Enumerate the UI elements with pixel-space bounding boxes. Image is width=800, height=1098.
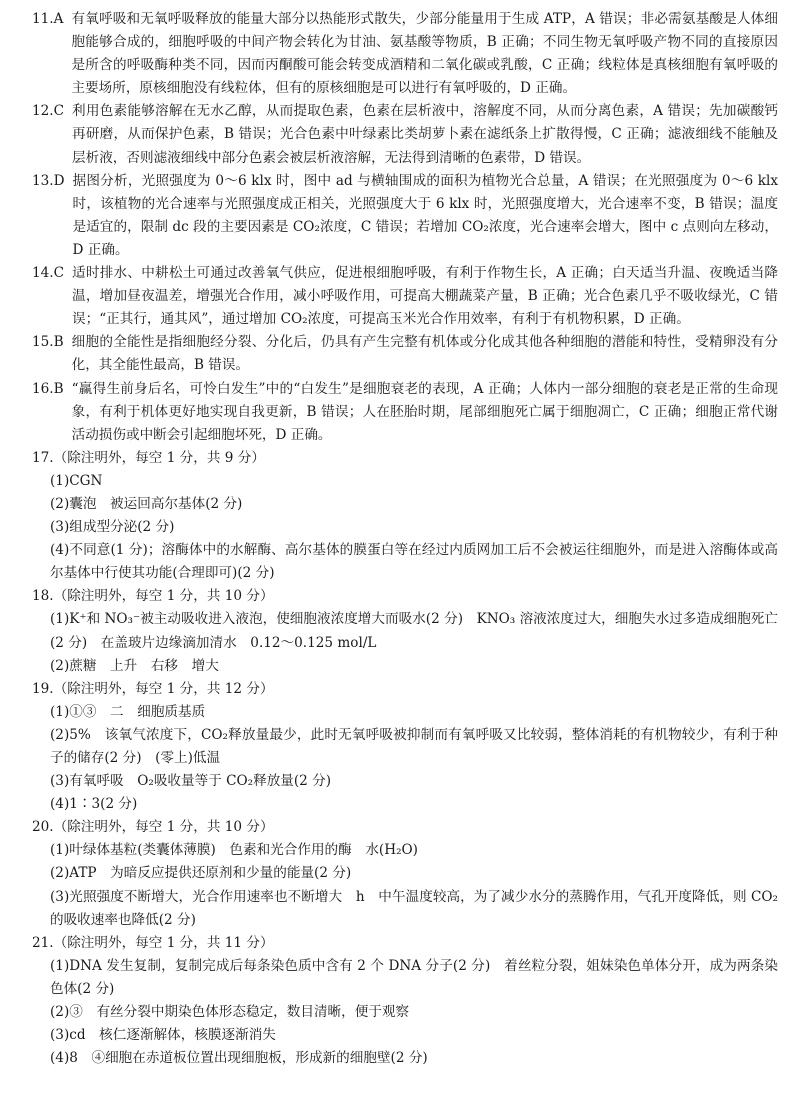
answer-item-11	[32, 8, 778, 100]
question-17-part-1: (1)CGN	[50, 472, 103, 489]
item-number: 15.	[32, 334, 54, 351]
question-21-header: 21.（除注明外，每空 1 分，共 11 分）	[32, 934, 274, 951]
question-20-part-3: (3)光照强度不断增大，光合作用速率也不断增大 h 中午温度较高，为了减少水分的蒸腾作用，气孔开度降低，则 CO₂的吸收速率也降低(2 分)	[50, 888, 778, 928]
item-explanation: “赢得生前身后名，可怜白发生”中的“白发生”是细胞衰老的表现，A 正确；人体内一部分细胞的衰老是正常的生命现象，有利于机体更好地实现自我更新，B 错误；人在胚胎时期，尾部细胞死亡属于细胞凋亡，C 正确；细胞正常代谢活动损伤或中断会引起细胞坏死，D 正确。	[71, 380, 778, 443]
item-answer: A	[53, 11, 64, 27]
question-19-part-2: (2)5% 该氧气浓度下，CO₂释放量最少，此时无氧呼吸被抑制而有氧呼吸又比较弱，整体消耗的有机物较少，有利于种子的储存(2 分) (零上)低温	[50, 726, 778, 766]
question-18-part-1: (1)K⁺和 NO₃⁻被主动吸收进入液泡，使细胞液浓度增大而吸水(2 分) KNO₃ 溶液浓度过大，细胞失水过多造成细胞死亡(2 分) 在盖玻片边缘滴加清水 0.12～0.125 mol/L	[50, 611, 778, 651]
question-18-part-2: (2)蔗糖 上升 右移 增大	[50, 657, 219, 674]
question-18	[32, 585, 778, 677]
question-20	[32, 816, 778, 931]
question-21-part-1: (1)DNA 发生复制，复制完成后每条染色质中含有 2 个 DNA 分子(2 分) 着丝粒分裂，姐妹染色单体分开，成为两条染色体(2 分)	[50, 957, 778, 997]
item-explanation: 细胞的全能性是指细胞经分裂、分化后，仍具有产生完整有机体或分化成其他各种细胞的潜能和特性，受精卵没有分化，其全能性最高，B 错误。	[71, 334, 778, 374]
item-number: 13.	[32, 172, 54, 189]
question-17-part-4: (4)不同意(1 分)；溶酶体中的水解酶、高尔基体的膜蛋白等在经过内质网加工后不会被运往细胞外，而是进入溶酶体或高尔基体中行使其功能(合理即可)(2 分)	[50, 542, 778, 582]
question-21	[32, 932, 778, 1071]
answer-item-13	[32, 170, 778, 262]
question-19-part-4: (4)1∶3(2 分)	[50, 796, 138, 813]
answer-item-15	[32, 331, 778, 377]
item-number: 11.	[32, 11, 54, 27]
question-20-part-2: (2)ATP 为暗反应提供还原剂和少量的能量(2 分)	[50, 865, 352, 882]
question-19-header: 19.（除注明外，每空 1 分，共 12 分）	[32, 680, 274, 697]
question-17-part-2: (2)囊泡 被运回高尔基体(2 分)	[50, 495, 243, 512]
answer-item-14	[32, 262, 778, 331]
question-19	[32, 678, 778, 817]
item-explanation: 有氧呼吸和无氧呼吸释放的能量大部分以热能形式散失，少部分能量用于生成 ATP，A 错误；非必需氨基酸是人体细胞能够合成的，细胞呼吸的中间产物会转化为甘油、氨基酸等物质，B 正确；不同生物无氧呼吸产物不同的直接原因是所含的呼吸酶种类不同，因而丙酮酸可能会转变成酒精和二氧化碳或乳酸，C 正确；线粒体是真核细胞有氧呼吸的主要场所，原核细胞没有线粒体，但有的原核细胞是可以进行有氧呼吸的，D 正确。	[71, 11, 778, 97]
question-20-header: 20.（除注明外，每空 1 分，共 10 分）	[32, 819, 274, 836]
item-answer: D	[53, 172, 65, 189]
item-answer: C	[53, 103, 65, 120]
question-20-part-1: (1)叶绿体基粒(类囊体薄膜) 色素和光合作用的酶 水(H₂O)	[50, 842, 418, 859]
item-number: 14.	[32, 265, 54, 282]
question-21-part-3: (3)cd 核仁逐渐解体，核膜逐渐消失	[50, 1027, 276, 1044]
question-17-header: 17.（除注明外，每空 1 分，共 9 分）	[32, 449, 265, 466]
item-answer: B	[53, 334, 64, 351]
item-number: 12.	[32, 103, 54, 120]
answer-item-12	[32, 100, 778, 169]
item-explanation: 据图分析，光照强度为 0～6 klx 时，图中 ad 与横轴围成的面积为植物光合总量，A 错误；在光照强度为 0～6 klx 时，该植物的光合速率与光照强度成正相关，光照强度大于 6 klx 时，光照强度增大，光合速率不变，B 错误；温度是适宜的，限制 dc 段的主要因素是 CO₂浓度，C 错误；若增加 CO₂浓度，光合速率会增大，图中 c 点则向左移动，D 正确。	[72, 172, 778, 258]
item-number: 16.	[32, 380, 54, 397]
item-answer: C	[53, 265, 65, 282]
question-17-part-3: (3)组成型分泌(2 分)	[50, 519, 175, 536]
question-17	[32, 447, 778, 586]
question-19-part-3: (3)有氧呼吸 O₂吸收量等于 CO₂释放量(2 分)	[50, 773, 332, 790]
question-21-part-2: (2)③ 有丝分裂中期染色体形态稳定，数目清晰，便于观察	[50, 1004, 410, 1021]
item-answer: B	[53, 380, 64, 397]
question-21-part-4: (4)8 ④细胞在赤道板位置出现细胞板，形成新的细胞壁(2 分)	[50, 1050, 428, 1067]
item-explanation: 适时排水、中耕松土可通过改善氧气供应，促进根细胞呼吸，有利于作物生长，A 正确；白天适当升温、夜晚适当降温，增加昼夜温差，增强光合作用，减小呼吸作用，可提高大棚蔬菜产量，B 正确；光合色素几乎不吸收绿光，C 错误；“正其行，通其风”，通过增加 CO₂浓度，可提高玉米光合作用效率，有利于有机物积累，D 正确。	[72, 265, 778, 328]
question-18-header: 18.（除注明外，每空 1 分，共 10 分）	[32, 588, 274, 605]
question-19-part-1: (1)①③ 二 细胞质基质	[50, 703, 206, 720]
item-explanation: 利用色素能够溶解在无水乙醇，从而提取色素，色素在层析液中，溶解度不同，从而分离色素，A 错误；先加碳酸钙再研磨，从而保护色素，B 错误；光合色素中叶绿素比类胡萝卜素在滤纸条上扩散得慢，C 正确；滤液细线不能触及层析液，否则滤液细线中部分色素会被层析液溶解，无法得到清晰的色素带，D 错误。	[72, 103, 778, 166]
answer-item-16	[32, 378, 778, 447]
